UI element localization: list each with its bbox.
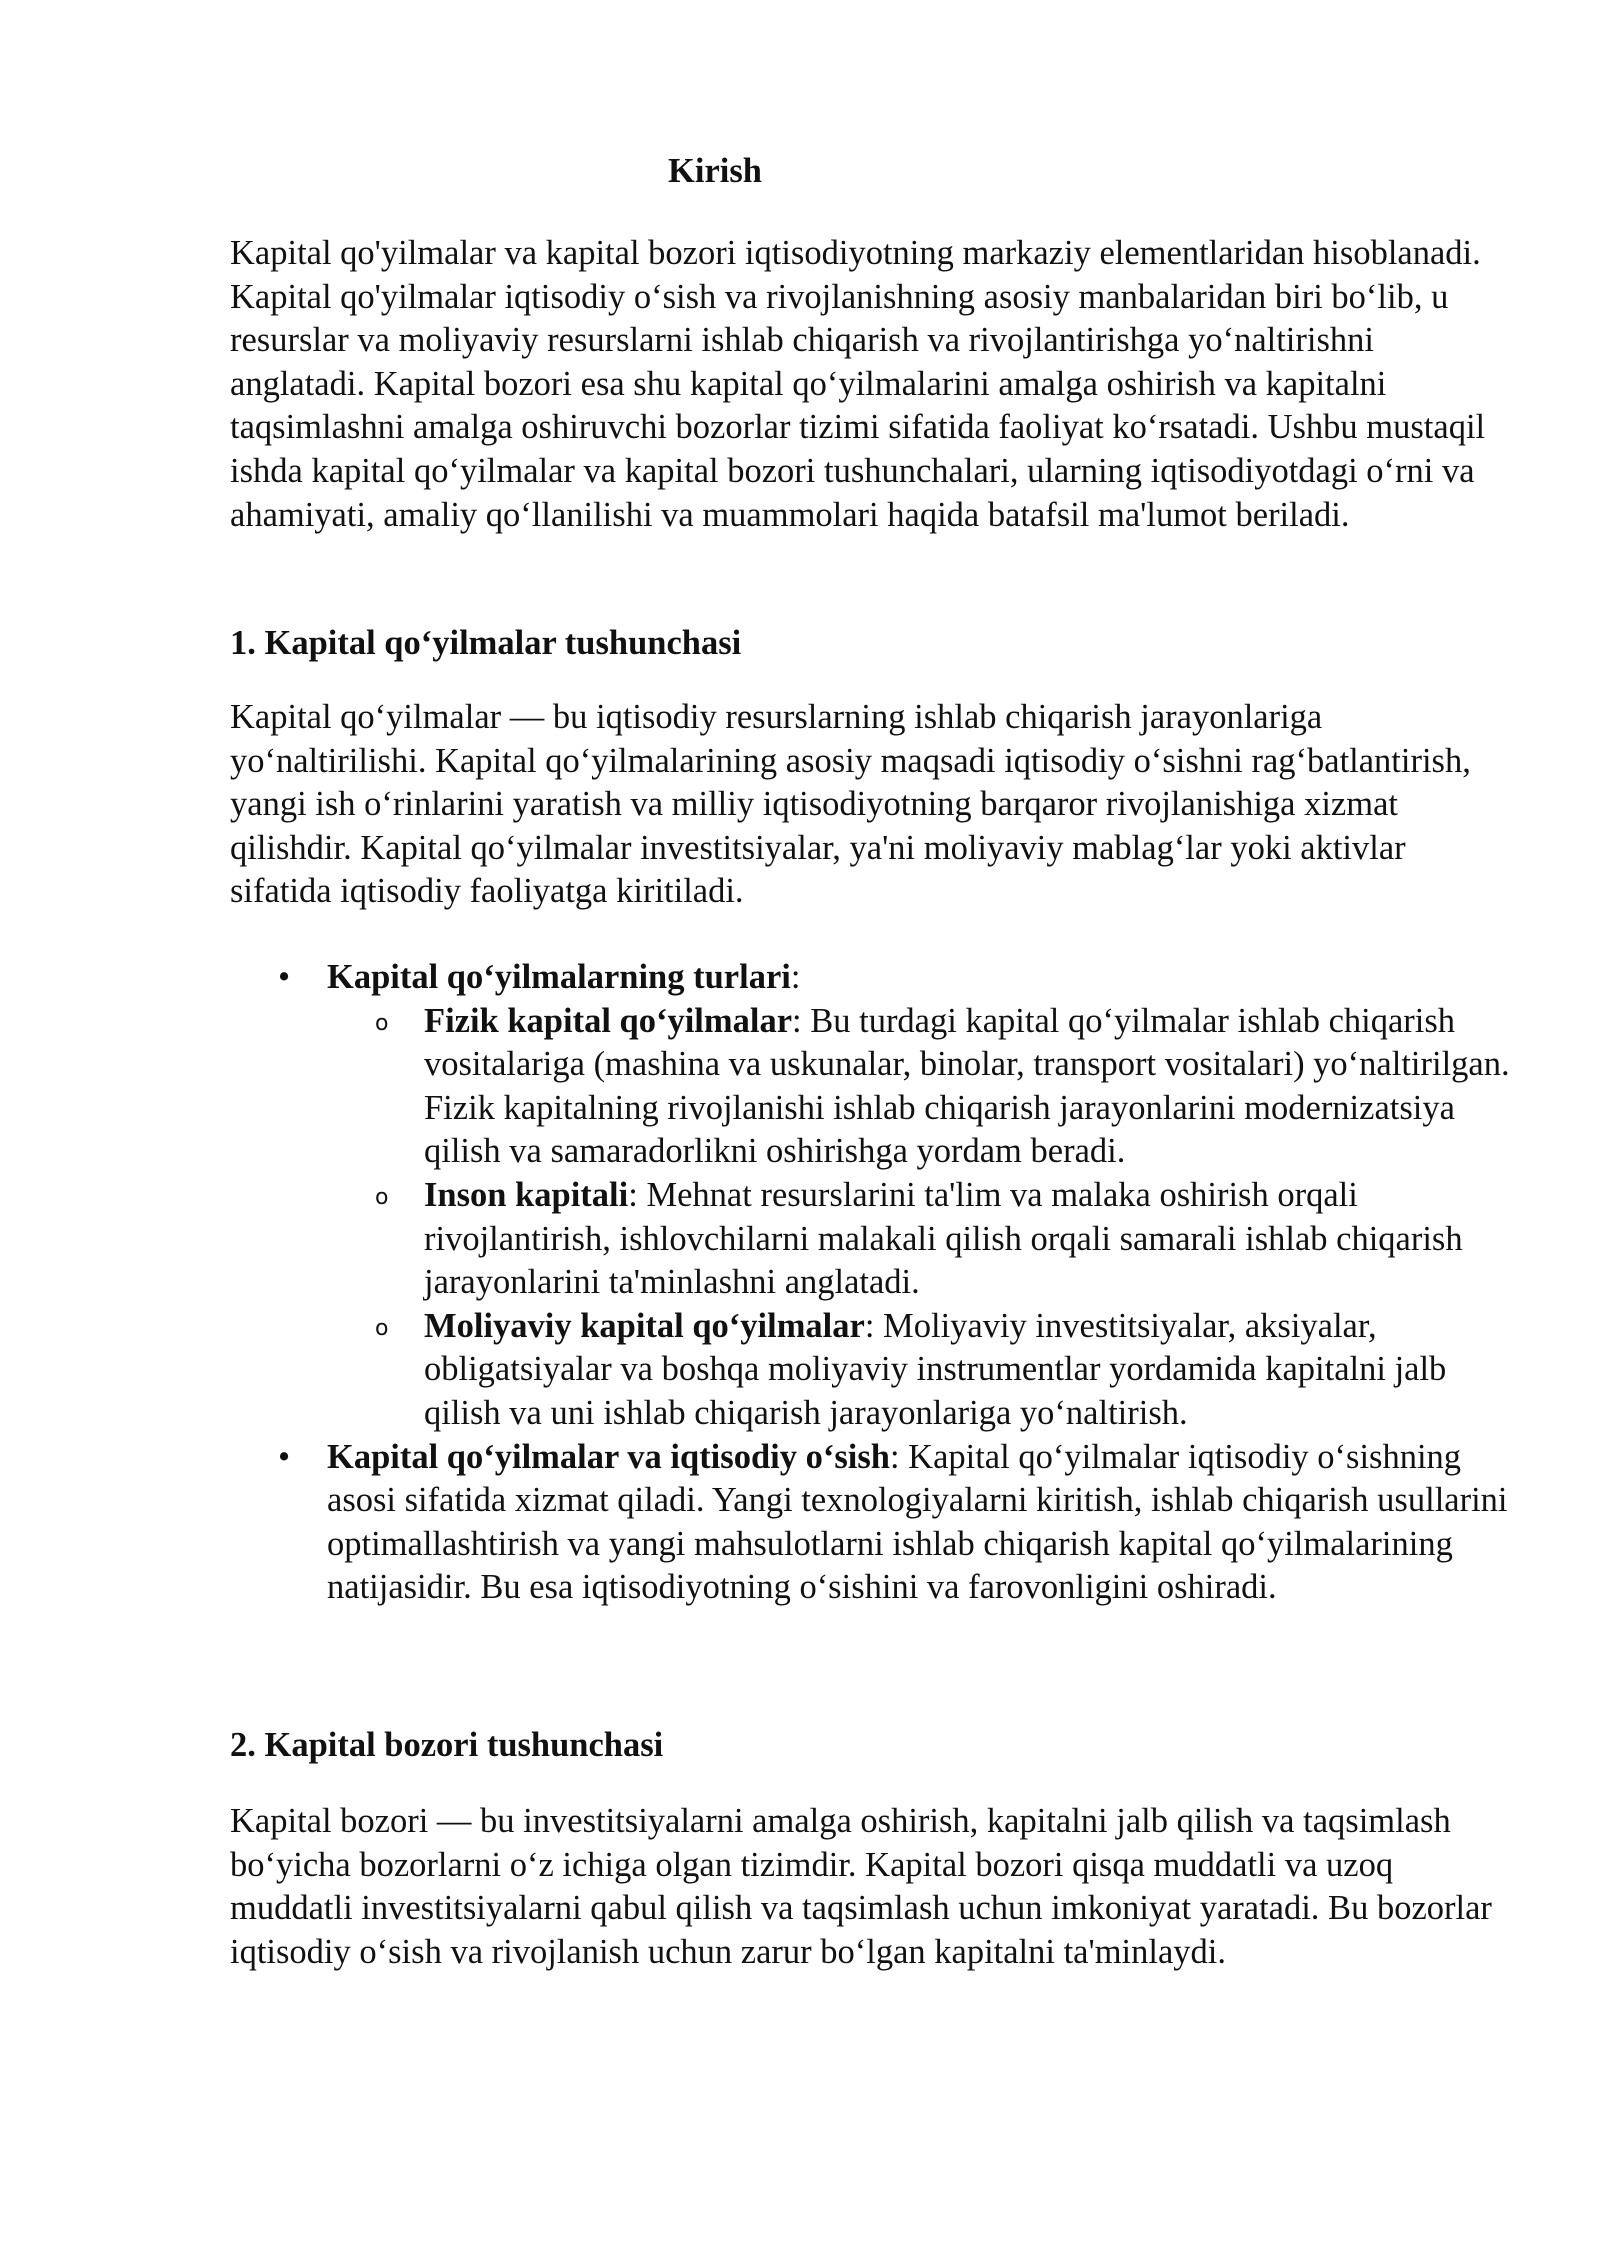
list-item-term: Kapital qo‘yilmalar va iqtisodiy o‘sish	[327, 1437, 890, 1476]
section-1-list	[230, 956, 1510, 1610]
sub-list	[327, 1000, 1510, 1436]
circle-bullet-icon: o	[375, 1184, 389, 1210]
sub-item-text: : Bu turdagi kapital qo‘yilmalar ishlab chiqarish vositalariga (mashina va uskunalar, binolar, transport vositalari) yo‘naltirilgan. Fizik kapitalning rivojlanishi ishlab chiqarish jarayonlarini modernizatsiya qilish va samaradorlikni oshirishga yordam beradi.	[424, 1001, 1510, 1171]
section-2-heading: 2. Kapital bozori tushunchasi	[230, 1726, 664, 1764]
sub-list-item	[327, 1305, 1510, 1436]
sub-item-text: : Mehnat resurslarini ta'lim va malaka oshirish orqali rivojlantirish, ishlovchilarni malakali qilish orqali samarali ishlab chiqarish jarayonlarini ta'minlashni anglatadi.	[424, 1175, 1463, 1302]
section-1-heading: 1. Kapital qo‘yilmalar tushunchasi	[230, 624, 742, 662]
sub-item-text: : Moliyaviy investitsiyalar, aksiyalar, obligatsiyalar va boshqa moliyaviy instrumentlar yordamida kapitalni jalb qilish va uni ishlab chiqarish jarayonlariga yo‘naltirish.	[424, 1306, 1447, 1432]
section-1-paragraph: Kapital qo‘yilmalar — bu iqtisodiy resurslarning ishlab chiqarish jarayonlariga yo‘naltirilishi. Kapital qo‘yilmalarining asosiy maqsadi iqtisodiy o‘sishni rag‘batlantirish, yangi ish o‘rinlarini yaratish va milliy iqtisodiyotning barqaror rivojlanishiga xizmat qilishdir. Kapital qo‘yilmalar investitsiyalar, ya'ni moliyaviy mablag‘lar yoki aktivlar sifatida iqtisodiy faoliyatga kiritiladi.	[230, 698, 1471, 911]
bullet-icon: •	[278, 1437, 291, 1476]
circle-bullet-icon: o	[375, 1010, 389, 1036]
intro-paragraph: Kapital qo'yilmalar va kapital bozori iqtisodiyotning markaziy elementlaridan hisoblanadi. Kapital qo'yilmalar iqtisodiy o‘sish va rivojlanishning asosiy manbalaridan biri bo‘lib, u resurslar va moliyaviy resurslarni ishlab chiqarish va rivojlantirishga yo‘naltirishni anglatadi. Kapital bozori esa shu kapital qo‘yilmalarini amalga oshirish va kapitalni taqsimlashni amalga oshiruvchi bozorlar tizimi sifatida faoliyat ko‘rsatadi. Ushbu mustaqil ishda kapital qo‘yilmalar va kapital bozori tushunchalari, ularning iqtisodiyotdagi o‘rni va ahamiyati, amaliy qo‘llanilishi va muammolari haqida batafsil ma'lumot beriladi.	[230, 234, 1486, 534]
sub-list-item	[327, 1174, 1510, 1305]
section-2-paragraph: Kapital bozori — bu investitsiyalarni amalga oshirish, kapitalni jalb qilish va taqsimlash bo‘yicha bozorlarni o‘z ichiga olgan tizimdir. Kapital bozori qisqa muddatli va uzoq muddatli investitsiyalarni qabul qilish va taqsimlash uchun imkoniyat yaratadi. Bu bozorlar iqtisodiy o‘sish va rivojlanish uchun zarur bo‘lgan kapitalni ta'minlaydi.	[230, 1802, 1492, 1971]
sub-item-term: Fizik kapital qo‘yilmalar	[424, 1001, 793, 1040]
bullet-icon: •	[278, 958, 291, 996]
list-item-text: : Kapital qo‘yilmalar iqtisodiy o‘sishning asosi sifatida xizmat qiladi. Yangi texnologiyalarni kiritish, ishlab chiqarish usullarini optimallashtirish va yangi mahsulotlarni ishlab chiqarish kapital qo‘yilmalarining natijasidir. Bu esa iqtisodiyotning o‘sishini va farovonligini oshiradi.	[327, 1437, 1508, 1607]
list-item	[230, 1436, 1510, 1610]
list-item	[230, 956, 1510, 1436]
list-item-term: Kapital qo‘yilmalarning turlari	[327, 958, 791, 996]
sub-item-term: Moliyaviy kapital qo‘yilmalar	[424, 1306, 865, 1345]
list-item-text: :	[790, 958, 801, 996]
circle-bullet-icon: o	[375, 1315, 389, 1341]
sub-item-term: Inson kapitali	[424, 1175, 629, 1214]
sub-list-item	[327, 1000, 1510, 1174]
page-title: Kirish	[668, 152, 762, 190]
